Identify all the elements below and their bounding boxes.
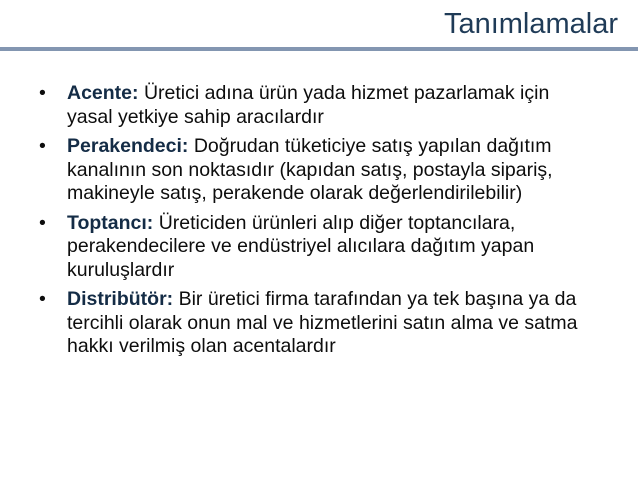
definition-text: Bir üretici firma tarafından ya tek başına ya da tercihli olarak onun mal ve hizmetlerini satın alma ve satma hakkı verilmiş olan acentalardır	[67, 288, 578, 357]
bullet-icon: •	[39, 211, 46, 234]
term-label: Perakendeci:	[67, 135, 189, 157]
bullet-icon: •	[39, 82, 46, 104]
definition-item-distributor	[36, 288, 596, 359]
definition-item-acente	[36, 82, 596, 129]
definition-text: Doğrudan tüketiciye satış yapılan dağıtım kanalının son noktasıdır (kapıdan satış, postayla sipariş, makineyle satış, perakende olarak değerlendirilebilir)	[67, 135, 553, 204]
definition-item-toptanci	[36, 212, 596, 283]
term-label: Acente:	[67, 82, 139, 104]
definition-item-perakendeci	[36, 135, 596, 206]
bullet-icon: •	[39, 288, 46, 310]
definition-list	[36, 82, 596, 365]
term-label: Distribütör:	[67, 288, 174, 310]
bullet-icon: •	[39, 135, 46, 157]
title-divider	[0, 47, 638, 51]
definition-text: Üretici adına ürün yada hizmet pazarlamak için yasal yetkiye sahip aracılardır	[67, 82, 550, 128]
definition-text: Üreticiden ürünleri alıp diğer toptancılara, perakendecilere ve endüstriyel alıcılara dağıtım yapan kuruluşlardır	[67, 211, 535, 281]
term-label: Toptancı:	[67, 211, 154, 234]
slide-title: Tanımlamalar	[443, 8, 618, 40]
